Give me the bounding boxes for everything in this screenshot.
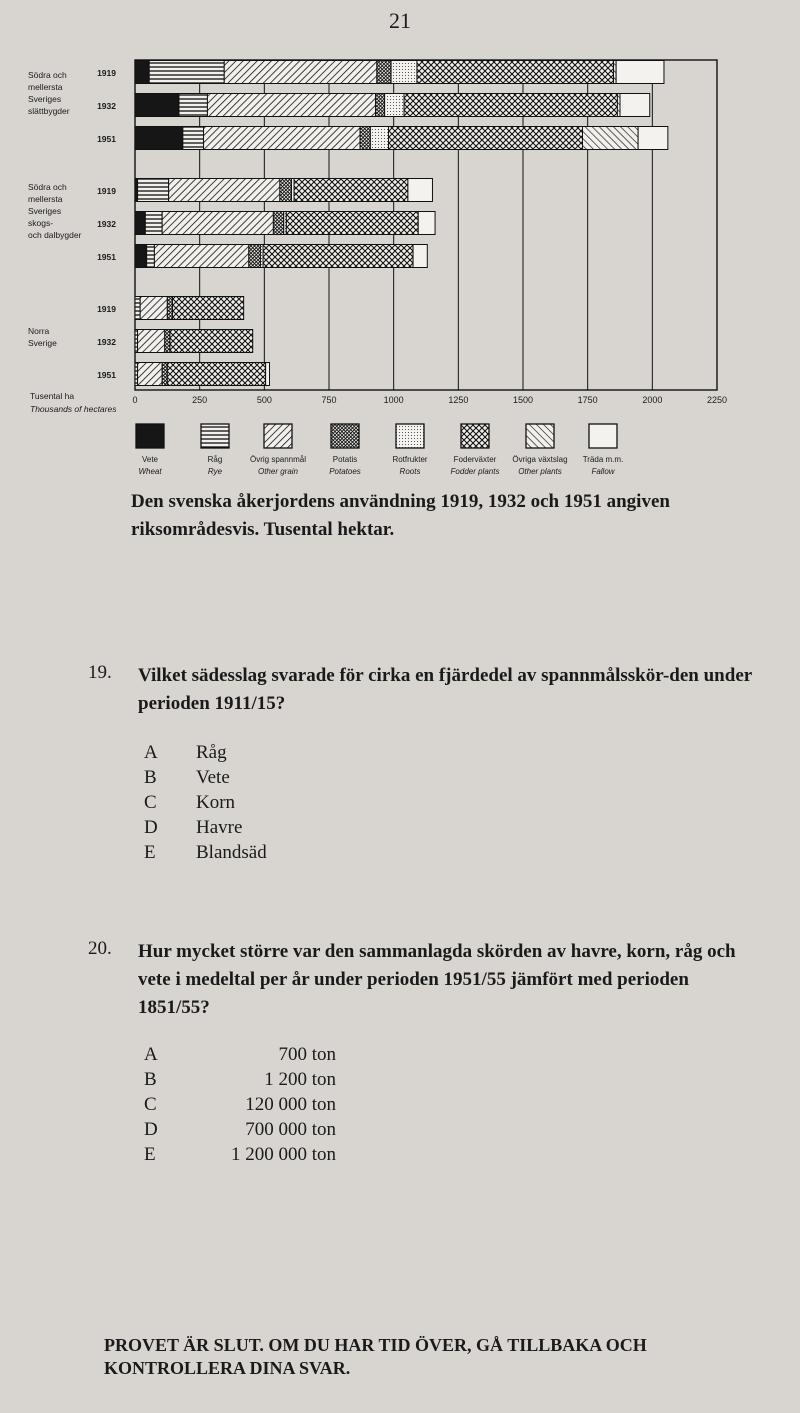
bar-segment [138,363,163,386]
legend-swatch [589,424,617,448]
x-axis-unit: Tusental ha [30,391,75,401]
option-text: Korn [196,792,236,813]
bar-segment [135,297,140,320]
legend-swatch [396,424,424,448]
region-label: mellersta [28,194,63,204]
option-text: 1 200 ton [264,1069,336,1090]
legend-label: Råg [207,455,223,464]
x-tick-label: 750 [321,395,337,405]
bar-segment [149,61,224,84]
bar-segment [385,94,404,117]
bar-segment [135,94,179,117]
bar-segment [204,127,360,150]
option-letter: D [144,817,158,838]
x-tick-label: 1000 [383,395,404,405]
bar-segment [173,297,244,320]
region-label: skogs- [28,218,54,228]
legend-label: Potatis [332,455,358,464]
question-text: Hur mycket större var den sammanlagda skörden av havre, korn, råg och vete i medeltal per år under perioden 1951/55 jämfört med perioden 1851/55? [138,941,736,1018]
x-tick-label: 0 [132,395,138,405]
year-label: 1951 [97,134,116,144]
land-use-chart [20,50,760,490]
question-text: Vilket sädesslag svarade för cirka en fjärdedel av spannmålsskör-den under perioden 1911/15? [138,665,752,714]
chart-caption: Den svenska åkerjordens användning 1919, 1932 och 1951 angiven riksområdesvis. Tusental hektar. [131,491,670,540]
bar-segment [179,94,207,117]
bar-segment [154,245,248,268]
region-label: Sverige [28,338,57,348]
bar-segment [183,127,204,150]
x-tick-label: 2250 [706,395,728,405]
option-d[interactable] [144,817,564,842]
bar-segment [418,212,435,235]
bar-segment [376,94,385,117]
question-20 [88,938,768,1178]
option-letter: A [144,742,158,763]
option-e[interactable] [144,1144,564,1169]
option-b[interactable] [144,767,564,792]
region-label: Norra [28,326,50,336]
bar-segment [360,127,370,150]
bar-segment [167,297,172,320]
bar-segment [169,179,280,202]
page-number: 21 [389,8,411,33]
option-c[interactable] [144,792,564,817]
bar-segment [616,61,664,84]
option-letter: A [144,1044,158,1065]
region-label: Södra och [28,70,67,80]
option-text: 700 000 ton [245,1119,336,1140]
bar-segment [370,127,388,150]
year-label: 1919 [97,68,116,78]
legend-swatch [264,424,292,448]
bar-segment [280,179,292,202]
bar-segment [162,212,273,235]
bar-segment [224,61,377,84]
bar-segment [273,212,283,235]
option-a[interactable] [144,1044,564,1069]
legend-label-en: Fodder plants [450,467,500,476]
legend-swatch [526,424,554,448]
bar-segment [135,212,145,235]
end-of-test-notice: PROVET ÄR SLUT. OM DU HAR TID ÖVER, GÅ TILLBAKA OCH KONTROLLERA DINA SVAR. [104,1335,647,1378]
option-c[interactable] [144,1094,564,1119]
legend-swatch [461,424,489,448]
bar-segment [582,127,638,150]
chart-canvas [20,50,760,490]
legend-label: Foderväxter [453,455,497,464]
bar-segment [388,127,582,150]
legend-label: Rotfrukter [392,455,428,464]
year-label: 1932 [97,101,116,111]
option-b[interactable] [144,1069,564,1094]
bar-segment [391,61,417,84]
x-tick-label: 1500 [512,395,534,405]
region-label: Sveriges [28,94,62,104]
option-e[interactable] [144,842,564,867]
region-label: och dalbygder [28,230,82,240]
legend-swatch [201,424,229,448]
year-label: 1932 [97,337,116,347]
option-d[interactable] [144,1119,564,1144]
bar-segment [135,127,183,150]
x-tick-label: 2000 [642,395,663,405]
legend-label-en: Fallow [591,467,615,476]
question-number: 19. [88,662,112,683]
answer-options [144,742,564,867]
bar-segment [404,94,617,117]
bar-segment [135,61,149,84]
bar-segment [162,363,167,386]
bar-segment [140,297,167,320]
legend-swatch [136,424,164,448]
x-tick-label: 250 [192,395,208,405]
bar-segment [138,330,165,353]
bar-segment [135,245,147,268]
legend-label: Vete [141,455,159,464]
region-label: Sveriges [28,206,62,216]
x-axis-unit-en: Thousands of hectares [30,404,117,414]
region-label: Södra och [28,182,67,192]
option-letter: C [144,1094,157,1115]
bar-segment [377,61,391,84]
year-label: 1951 [97,370,116,380]
legend-label-en: Rye [207,467,223,476]
option-text: Råg [196,742,227,763]
bar-segment [413,245,427,268]
option-letter: B [144,1069,157,1090]
bar-segment [408,179,433,202]
option-text: 120 000 ton [245,1094,336,1115]
bar-segment [294,179,408,202]
option-text: Vete [196,767,230,788]
option-letter: E [144,1144,156,1165]
option-text: Blandsäd [196,842,267,863]
bar-segment [167,363,265,386]
option-text: 700 ton [278,1044,336,1065]
x-tick-label: 1750 [577,395,598,405]
bar-segment [249,245,261,268]
legend-label-en: Roots [399,467,421,476]
year-label: 1932 [97,219,116,229]
legend-label: Träda m.m. [582,455,624,464]
bar-segment [147,245,155,268]
x-tick-label: 1250 [448,395,469,405]
region-label: slättbygder [28,106,70,116]
option-text: Havre [196,817,243,838]
option-text: 1 200 000 ton [230,1144,336,1165]
bar-segment [417,61,614,84]
region-label: mellersta [28,82,63,92]
option-letter: E [144,842,156,863]
bar-segment [145,212,162,235]
year-label: 1919 [97,304,116,314]
bar-segment [620,94,650,117]
bar-segment [170,330,253,353]
option-a[interactable] [144,742,564,767]
bar-segment [266,363,270,386]
question-number: 20. [88,938,112,959]
bar-segment [286,212,418,235]
legend-label: Övrig spannmål [249,455,307,464]
question-19 [88,662,768,872]
answer-options [144,1044,564,1169]
year-label: 1919 [97,186,116,196]
x-tick-label: 500 [256,395,272,405]
legend-label-en: Other grain [257,467,299,476]
bar-segment [638,127,668,150]
legend-label: Övriga växtslag [512,455,568,464]
bar-segment [165,330,170,353]
legend-label-en: Wheat [138,467,162,476]
bar-segment [138,179,169,202]
option-letter: C [144,792,157,813]
legend-label-en: Potatoes [329,467,361,476]
legend-label-en: Other plants [518,467,562,476]
year-label: 1951 [97,252,116,262]
option-letter: D [144,1119,158,1140]
option-letter: B [144,767,157,788]
legend-swatch [331,424,359,448]
bar-segment [263,245,413,268]
bar-segment [207,94,375,117]
